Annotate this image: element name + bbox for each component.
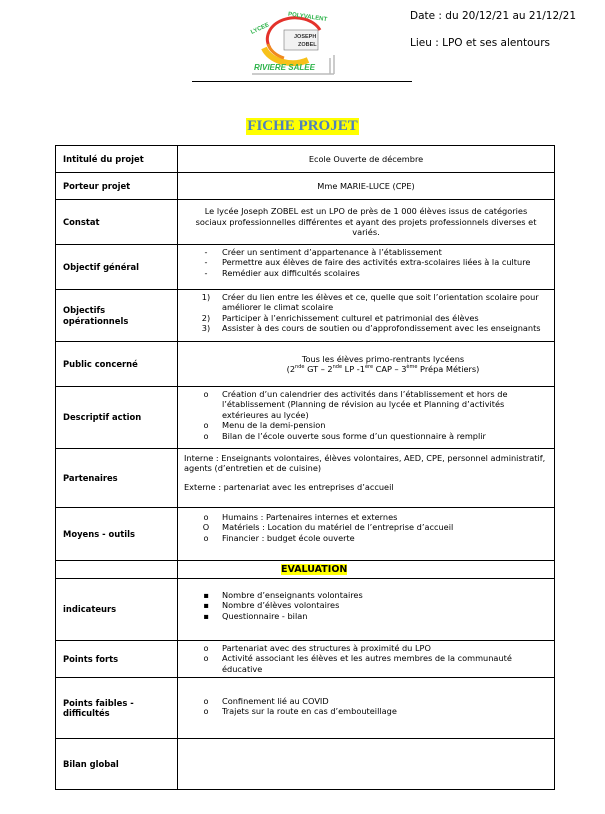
public-line-2 <box>218 364 548 374</box>
public-text: Prépa Métiers) <box>417 364 480 374</box>
list-item <box>196 643 548 653</box>
public-sup: ère <box>364 364 374 370</box>
dash-bullet-icon: - <box>204 247 208 257</box>
location-text: Lieu : LPO et ses alentours <box>410 37 550 49</box>
list-item <box>196 611 548 621</box>
square-bullet-icon: ▪ <box>203 600 209 611</box>
page-title: FICHE PROJET <box>247 118 358 134</box>
list-item <box>196 590 548 600</box>
list-item <box>196 257 548 267</box>
school-logo-graphic <box>250 8 345 76</box>
row-bilan <box>56 739 555 790</box>
list-item <box>196 292 548 313</box>
row-constat <box>56 200 555 245</box>
public-sup: nde <box>332 364 343 370</box>
list-item <box>196 420 548 430</box>
list-item-text: Trajets sur la route en cas d’embouteillage <box>222 706 397 717</box>
list-item-text: Matériels : Location du matériel de l’entreprise d’accueil <box>222 522 454 533</box>
list-item-text: Créer du lien entre les élèves et ce, quelle que soit l’orientation scolaire pour améliorer le climat scolaire <box>222 292 539 313</box>
value-points-forts <box>178 641 555 678</box>
row-points-forts <box>56 641 555 678</box>
list-item <box>196 653 548 674</box>
square-bullet-icon: ▪ <box>203 610 209 621</box>
value-moyens <box>178 508 555 561</box>
label-objectifs-operationnels: Objectifs opérationnels <box>56 290 178 342</box>
value-porteur: Mme MARIE-LUCE (CPE) <box>178 173 555 200</box>
row-public <box>56 342 555 387</box>
list-item <box>196 533 548 543</box>
list-item-text: Remédier aux difficultés scolaires <box>222 267 360 278</box>
list-item-text: Financier : budget école ouverte <box>222 532 355 543</box>
list-item-text: Menu de la demi-pension <box>222 420 326 431</box>
public-line-1: Tous les élèves primo-rentrants lycéens <box>301 353 465 364</box>
school-logo <box>250 8 345 76</box>
row-partenaires <box>56 449 555 508</box>
dash-bullet-icon: - <box>204 257 208 268</box>
date-text: Date : du 20/12/21 au 21/12/21 <box>410 10 577 22</box>
label-points-forts: Points forts <box>56 641 178 678</box>
circle-bullet-icon: O <box>202 522 210 533</box>
circle-bullet-icon: o <box>203 706 209 717</box>
row-indicateurs <box>56 579 555 641</box>
label-moyens: Moyens - outils <box>56 508 178 561</box>
label-intitule: Intitulé du projet <box>56 146 178 173</box>
label-public: Public concerné <box>56 342 178 387</box>
circle-bullet-icon: o <box>203 389 209 399</box>
public-sup: nde <box>295 364 305 370</box>
row-objectifs-operationnels <box>56 290 555 342</box>
list-item-text: Bilan de l’école ouverte sous forme d’un questionnaire à remplir <box>222 430 486 441</box>
list-item-text: Nombre d’élèves volontaires <box>222 600 340 611</box>
label-empty <box>56 561 178 579</box>
list-item-text: Permettre aux élèves de faire des activités extra-scolaires liées à la culture <box>222 257 531 268</box>
spacer <box>184 474 548 482</box>
list-item-text: Humains : Partenaires internes et externes <box>222 512 398 522</box>
list-item-text: Confinement lié au COVID <box>222 696 329 706</box>
value-constat: Le lycée Joseph ZOBEL est un LPO de près de 1 000 élèves issus de catégories sociaux professionnelles différentes et ayant des projets professionnels diverses et variés. <box>178 200 555 245</box>
label-bilan: Bilan global <box>56 739 178 790</box>
value-intitule: Ecole Ouverte de décembre <box>178 146 555 173</box>
row-evaluation-header <box>56 561 555 579</box>
square-bullet-icon: ▪ <box>203 590 209 600</box>
public-text: (2 <box>286 364 296 374</box>
list-item <box>196 512 548 522</box>
list-item-text: Activité associant les élèves et les autres membres de la communauté éducative <box>222 653 512 674</box>
points-forts-list <box>196 643 548 674</box>
list-item-text: Partenariat avec des structures à proximité du LPO <box>222 643 431 653</box>
label-objectif-general: Objectif général <box>56 245 178 290</box>
list-number: 1) <box>201 292 211 302</box>
value-partenaires <box>178 449 555 508</box>
header-rule <box>192 81 412 82</box>
list-item <box>196 323 548 333</box>
label-points-faibles: Points faibles - difficultés <box>56 678 178 739</box>
row-points-faibles <box>56 678 555 739</box>
public-text: GT – 2 <box>304 364 333 374</box>
evaluation-header: EVALUATION <box>281 564 348 575</box>
logo-bottom-text: RIVIERE SALEE <box>254 63 315 72</box>
indicateurs-list <box>196 590 548 621</box>
row-descriptif <box>56 387 555 449</box>
project-table <box>55 145 555 790</box>
list-item-text: Création d’un calendrier des activités dans l’établissement et hors de l’établissement (Planning de révision au lycée et Planning d’activités extérieures au lycée) <box>222 389 508 420</box>
list-number: 2) <box>201 312 211 323</box>
value-indicateurs <box>178 579 555 641</box>
partenaires-interne: Interne : Enseignants volontaires, élèves volontaires, AED, CPE, personnel administratif, agents (d’entretien et de cuisine) <box>184 453 546 474</box>
public-text: CAP – 3 <box>373 364 407 374</box>
public-sup: ème <box>406 364 418 370</box>
partenaires-externe: Externe : partenariat avec les entreprises d’accueil <box>184 481 394 492</box>
circle-bullet-icon: o <box>203 653 209 664</box>
title-container <box>0 115 605 135</box>
evaluation-header-cell <box>178 561 555 579</box>
label-porteur: Porteur projet <box>56 173 178 200</box>
row-porteur <box>56 173 555 200</box>
logo-top-text-right: POLYVALENT <box>287 11 328 24</box>
list-item <box>196 313 548 323</box>
objectif-general-list <box>196 247 548 278</box>
public-text: LP -1 <box>342 364 365 374</box>
objectifs-operationnels-list <box>196 292 548 334</box>
moyens-list <box>196 512 548 543</box>
value-public <box>178 342 555 387</box>
descriptif-list <box>196 389 548 441</box>
list-item <box>196 247 548 257</box>
label-constat: Constat <box>56 200 178 245</box>
value-objectifs-operationnels <box>178 290 555 342</box>
circle-bullet-icon: o <box>203 420 209 431</box>
points-faibles-list <box>196 696 548 717</box>
circle-bullet-icon: o <box>203 512 209 522</box>
logo-center-text-1: JOSEPH <box>294 34 317 40</box>
dash-bullet-icon: - <box>204 267 208 278</box>
value-bilan[interactable] <box>178 739 555 790</box>
label-partenaires: Partenaires <box>56 449 178 508</box>
list-item-text: Participer à l’enrichissement culturel et patrimonial des élèves <box>222 312 479 323</box>
list-item <box>196 268 548 278</box>
list-item-text: Questionnaire - bilan <box>222 610 308 621</box>
value-points-faibles <box>178 678 555 739</box>
row-intitule <box>56 146 555 173</box>
list-item <box>196 696 548 706</box>
list-item <box>196 522 548 532</box>
row-moyens <box>56 508 555 561</box>
value-objectif-general <box>178 245 555 290</box>
list-item <box>196 706 548 716</box>
list-item <box>196 431 548 441</box>
label-indicateurs: indicateurs <box>56 579 178 641</box>
circle-bullet-icon: o <box>203 532 209 543</box>
row-objectif-general <box>56 245 555 290</box>
list-item <box>196 389 548 420</box>
list-item <box>196 600 548 610</box>
list-item-text: Assister à des cours de soutien ou d’approfondissement avec les enseignants <box>222 323 541 334</box>
value-descriptif <box>178 387 555 449</box>
list-number: 3) <box>201 323 211 334</box>
list-item-text: Créer un sentiment d’appartenance à l’établissement <box>222 247 442 257</box>
logo-center-text-2: ZOBEL <box>298 42 317 48</box>
label-descriptif: Descriptif action <box>56 387 178 449</box>
circle-bullet-icon: o <box>203 643 209 653</box>
logo-top-text-left: LYCEE <box>250 22 271 36</box>
circle-bullet-icon: o <box>203 430 209 441</box>
list-item-text: Nombre d’enseignants volontaires <box>222 590 363 600</box>
circle-bullet-icon: o <box>203 696 209 706</box>
